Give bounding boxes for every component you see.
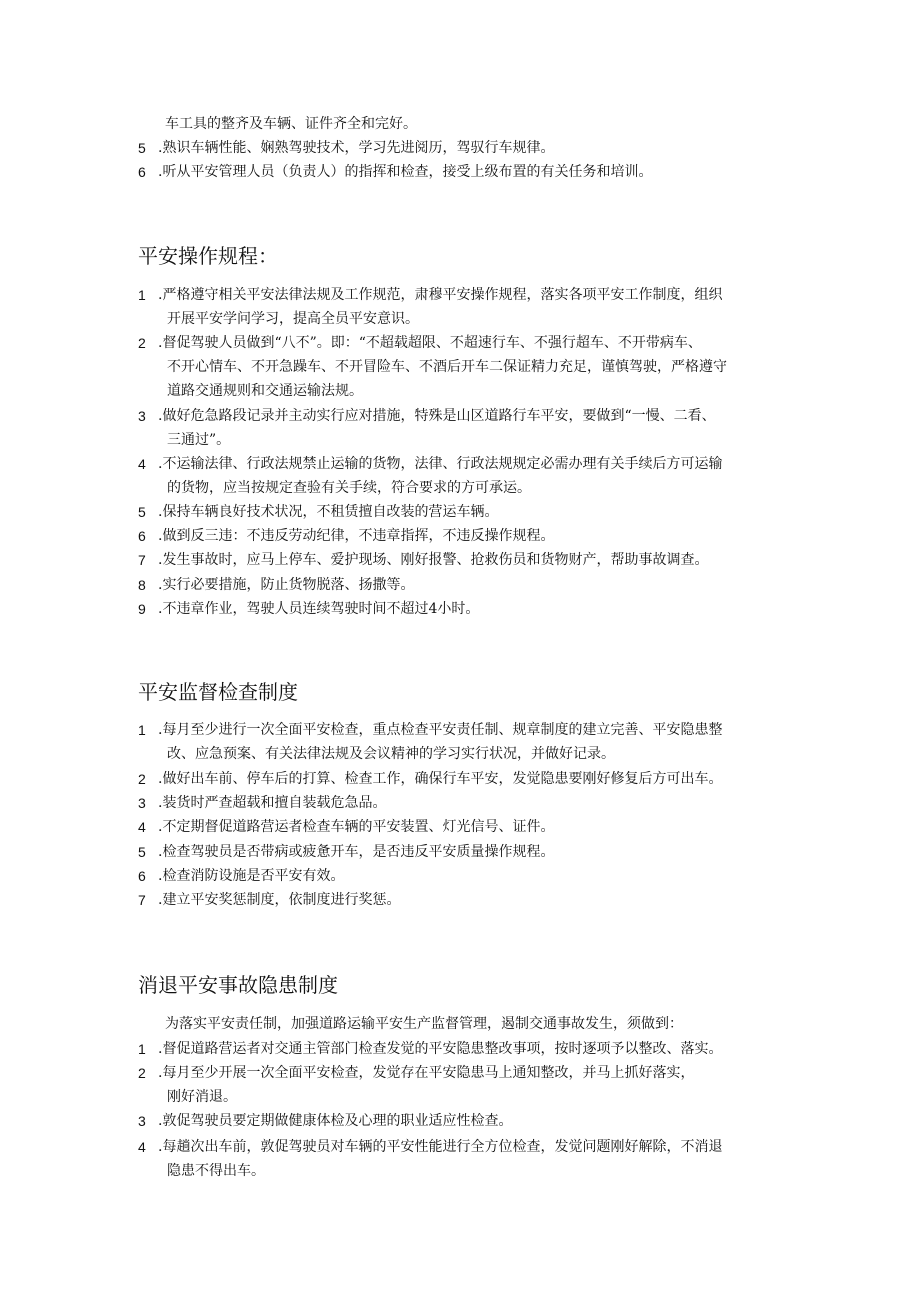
item-text: .做好出车前、停车后的打算、检查工作，确保行车平安，发觉隐患要刚好修复后方可出车。 xyxy=(158,771,723,787)
item-number: 3 xyxy=(138,408,146,424)
item-text: .检查驾驶员是否带病或疲惫开车，是否违反平安质量操作规程。 xyxy=(158,844,555,860)
item-number: 5 xyxy=(138,504,146,520)
item-text: .督促驾驶人员做到“八不”。即：“不超载超限、不超速行车、不强行超车、不开带病车、 xyxy=(158,335,702,351)
item-text: .建立平安奖惩制度，依制度进行奖惩。 xyxy=(158,892,401,908)
item-text: .不违章作业，驾驶人员连续驾驶时间不超过4小时。 xyxy=(158,601,480,617)
item-number: 7 xyxy=(138,892,146,908)
item-number: 1 xyxy=(138,287,146,303)
section-heading: 消退平安事故隐患制度 xyxy=(138,973,338,997)
item-number: 4 xyxy=(138,819,146,835)
item-text: .实行必要措施，防止货物脱落、扬撒等。 xyxy=(158,577,415,593)
item-number: 6 xyxy=(138,528,146,544)
item-text: .听从平安管理人员（负责人）的指挥和检查，接受上级布置的有关任务和培训。 xyxy=(158,164,653,180)
item-text-cont: 开展平安学问学习，提高全员平安意识。 xyxy=(167,311,419,327)
item-text: .不定期督促道路营运者检查车辆的平安装置、灯光信号、证件。 xyxy=(158,819,555,835)
item-text: .每月至少开展一次全面平安检查，发觉存在平安隐患马上通知整改，并马上抓好落实， xyxy=(158,1065,695,1081)
item-text-cont: 不开心情车、不开急躁车、不开冒险车、不酒后开车二保证精力充足，谨慎驾驶，严格遵守 xyxy=(167,359,727,375)
item-text: .检查消防设施是否平安有效。 xyxy=(158,868,345,884)
item-number: 5 xyxy=(138,844,146,860)
item-number: 3 xyxy=(138,1113,146,1129)
item-number: 6 xyxy=(138,868,146,884)
item-number: 2 xyxy=(138,771,146,787)
item-number: 3 xyxy=(138,795,146,811)
item-text: .装货时严查超载和擅自装载危急品。 xyxy=(158,795,387,811)
item-text: .做到反三违：不违反劳动纪律，不违章指挥，不违反操作规程。 xyxy=(158,528,555,544)
item-number: 1 xyxy=(138,722,146,738)
item-text-cont: 三通过”。 xyxy=(167,432,231,448)
item-text: .每趟次出车前，敦促驾驶员对车辆的平安性能进行全方位检查，发觉问题刚好解除，不消退 xyxy=(158,1139,723,1155)
item-text-cont: 刚好消退。 xyxy=(167,1089,237,1105)
continuation-text: 车工具的整齐及车辆、证件齐全和完好。 xyxy=(165,116,417,132)
item-text: .敦促驾驶员要定期做健康体检及心理的职业适应性检查。 xyxy=(158,1113,513,1129)
item-number: 7 xyxy=(138,552,146,568)
item-text-cont: 隐患不得出车。 xyxy=(167,1163,265,1179)
item-text-cont: 改、应急预案、有关法律法规及会议精神的学习实行状况，并做好记录。 xyxy=(167,746,615,762)
item-number: 4 xyxy=(138,1139,146,1155)
item-text: .严格遵守相关平安法律法规及工作规范，肃穆平安操作规程，落实各项平安工作制度，组织 xyxy=(158,287,723,303)
item-number: 9 xyxy=(138,601,146,617)
item-text: .督促道路营运者对交通主管部门检查发觉的平安隐患整改事项，按时逐项予以整改、落实。 xyxy=(158,1041,723,1057)
section-intro-text: 为落实平安责任制，加强道路运输平安生产监督管理，遏制交通事故发生，须做到： xyxy=(165,1016,683,1032)
section-heading: 平安操作规程： xyxy=(138,244,278,268)
item-text: .发生事故时，应马上停车、爱护现场、刚好报警、抢救伤员和货物财产，帮助事故调查。 xyxy=(158,552,709,568)
item-text: .熟识车辆性能、娴熟驾驶技术，学习先进阅历，驾驭行车规律。 xyxy=(158,140,555,156)
item-text: .做好危急路段记录并主动实行应对措施，特殊是山区道路行车平安，要做到“一慢、二看、 xyxy=(158,408,716,424)
item-text-cont: 道路交通规则和交通运输法规。 xyxy=(167,383,363,399)
section-heading: 平安监督检查制度 xyxy=(138,680,298,704)
item-text: .保持车辆良好技术状况，不租赁擅自改装的营运车辆。 xyxy=(158,504,499,520)
item-number: 8 xyxy=(138,577,146,593)
item-text: .每月至少进行一次全面平安检查，重点检查平安责任制、规章制度的建立完善、平安隐患整 xyxy=(158,722,723,738)
item-text: .不运输法律、行政法规禁止运输的货物，法律、行政法规规定必需办理有关手续后方可运输 xyxy=(158,456,723,472)
item-number: 1 xyxy=(138,1041,146,1057)
item-text-cont: 的货物，应当按规定查验有关手续，符合要求的方可承运。 xyxy=(167,480,531,496)
item-number: 6 xyxy=(138,164,146,180)
item-number: 4 xyxy=(138,456,146,472)
item-number: 2 xyxy=(138,335,146,351)
item-number: 2 xyxy=(138,1065,146,1081)
item-number: 5 xyxy=(138,140,146,156)
